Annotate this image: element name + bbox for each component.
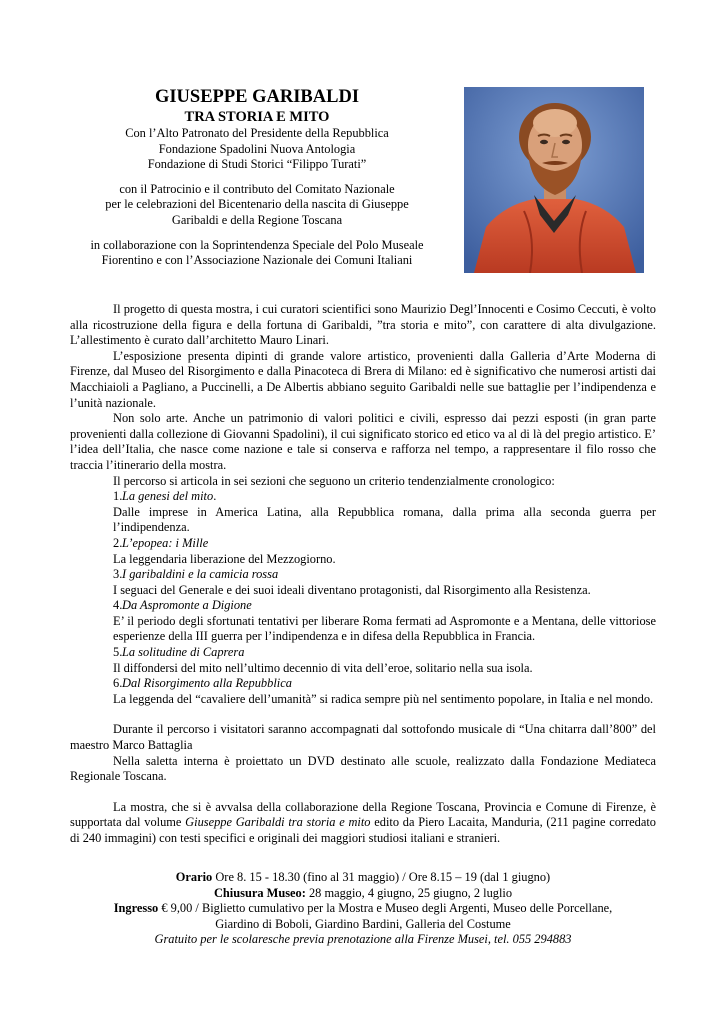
ticket-info: Ingresso € 9,00 / Biglietto cumulativo per la Mostra e Museo degli Argenti, Museo delle Porcellane, [113, 901, 613, 916]
list-item: 1.La genesi del mito. [113, 489, 217, 504]
paragraph: La mostra, che si è avvalsa della collaborazione della Regione Toscana, Provincia e Comune di Firenze, è supportata dal volume Giuseppe Garibaldi tra storia e mito edito da Piero Lacaita, Manduria, (211 pagine corredato di 240 immagini) con testi specifici e originali dei maggiori studiosi italiani e stranieri. [70, 799, 656, 845]
paragraph: Non solo arte. Anche un patrimonio di valori politici e civili, espresso dai pezzi esposti (in gran parte provenienti dalla collezione di Giovanni Spadolini), il cui significato storico ed etico va al di là del pregio artistico. E’ l’idea dell’Italia, che nasce come nazione e tale si conserva e rafforza nel tempo, a rappresentare il filo rosso che traccia l’itinerario della mostra. [70, 411, 656, 472]
patronage-line: Fondazione di Studi Storici “Filippo Turati” [147, 157, 367, 172]
visitor-info [70, 870, 656, 948]
patronage-line: Con l’Alto Patronato del Presidente della Repubblica [125, 126, 389, 140]
patronage-line: Fondazione Spadolini Nuova Antologia [158, 141, 356, 156]
contribution-block [60, 182, 454, 229]
body-text [70, 302, 656, 847]
collaboration-block [60, 238, 454, 269]
list-item-description: La leggenda del “cavaliere dell’umanità” si radica sempre più nel sentimento popolare, in Italia e nel mondo. [113, 691, 654, 706]
paragraph: Nella saletta interna è proiettato un DVD destinato alle scuole, realizzato dalla Fondazione Mediateca Regionale Toscana. [70, 753, 656, 784]
paragraph: L’esposizione presenta dipinti di grande valore artistico, provenienti dalla Galleria d’Arte Moderna di Firenze, dal Museo del Risorgimento e dalla Pinacoteca di Brera di Milano: ed è significativo che numerosi artisti dai Macchiaioli a Pagliano, a Puccinelli, a De Albertis abbiano seguito Garibaldi nelle sue battaglie per l’indipendenza e l’unità nazionale. [70, 348, 656, 410]
list-item: 6.Dal Risorgimento alla Repubblica [113, 676, 292, 691]
list-item: 3.I garibaldini e la camicia rossa [113, 567, 279, 582]
list-item-description: I seguaci del Generale e dei suoi ideali diventano protagonisti, dal Risorgimento alla Resistenza. [113, 582, 591, 597]
header [60, 86, 454, 278]
list-item: 2.L’epopea: i Mille [113, 535, 209, 550]
page-subtitle: TRA STORIA E MITO [184, 109, 330, 125]
museum-closure: Chiusura Museo: 28 maggio, 4 giugno, 25 giugno, 2 luglio [213, 885, 513, 900]
page-title: GIUSEPPE GARIBALDI [154, 87, 360, 107]
list-item: 4.Da Aspromonte a Digione [113, 598, 252, 613]
paragraph: Il progetto di questa mostra, i cui curatori scientifici sono Maurizio Degl’Innocenti e Cosimo Ceccuti, è volto alla ricostruzione della figura e della fortuna di Garibaldi, ”tra storia e mito”, con carattere di alta divulgazione. L’allestimento è curato dall’architetto Mauro Linari. [70, 302, 656, 348]
ticket-info-continued: Giardino di Boboli, Giardino Bardini, Galleria del Costume [215, 916, 511, 931]
list-item-description: Dalle imprese in America Latina, alla Repubblica romana, dalla prima alla seconda guerra per l’indipendenza. [113, 504, 656, 535]
list-item: 5.La solitudine di Caprera [113, 645, 245, 660]
contribution-line: Garibaldi e della Regione Toscana [171, 212, 343, 227]
list-item-description: Il diffondersi del mito nell’ultimo decennio di vita dell’eroe, solitario nella sua isola. [113, 660, 533, 675]
contribution-line: con il Patrocinio e il contributo del Comitato Nazionale [119, 181, 395, 196]
book-title: Giuseppe Garibaldi tra storia e mito [185, 815, 371, 830]
collaboration-line: in collaborazione con la Soprintendenza Speciale del Polo Museale [90, 237, 424, 252]
paragraph: Il percorso si articola in sei sezioni che seguono un criterio tendenzialmente cronologico: [113, 473, 555, 488]
list-item-description: E’ il periodo degli sfortunati tentativi per liberare Roma fermati ad Aspromonte e a Mentana, delle vittoriose esperienze della III guerra per l’indipendenza e in difesa della Repubblica in Francia. [113, 613, 656, 644]
collaboration-line: Fiorentino e con l’Associazione Nazionale dei Comuni Italiani [101, 253, 413, 268]
list-item-description: La leggendaria liberazione del Mezzogiorno. [113, 551, 336, 566]
sections-list [70, 489, 656, 707]
contribution-line: per le celebrazioni del Bicentenario della nascita di Giuseppe [105, 197, 409, 212]
patronage-block [60, 126, 454, 173]
school-free-entry: Gratuito per le scolaresche previa prenotazione alla Firenze Musei, tel. 055 294883 [154, 932, 572, 947]
opening-hours: Orario Ore 8. 15 - 18.30 (fino al 31 maggio) / Ore 8.15 – 19 (dal 1 giugno) [175, 870, 551, 884]
garibaldi-portrait [464, 87, 644, 273]
paragraph: Durante il percorso i visitatori saranno accompagnati dal sottofondo musicale di “Una chitarra dall’800” del maestro Marco Battaglia [70, 722, 656, 753]
